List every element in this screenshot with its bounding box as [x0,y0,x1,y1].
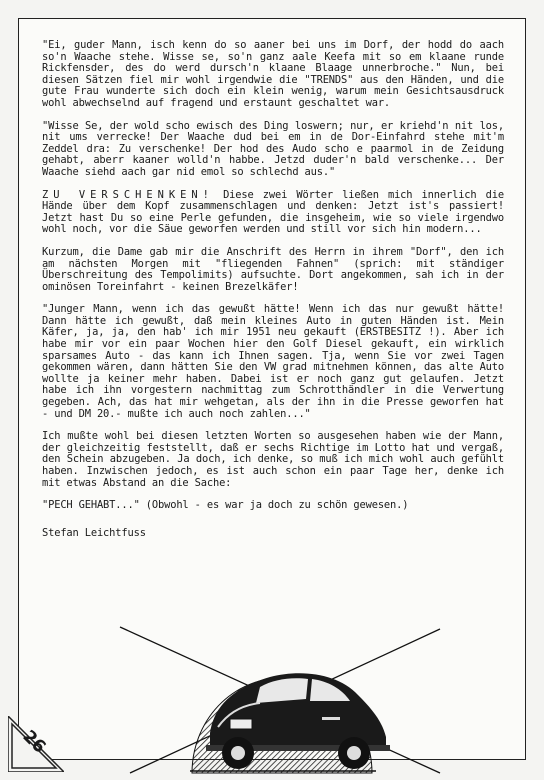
page-number: 26 [18,726,50,758]
article-body [42,40,504,550]
closing-line: "PECH GEHABT..." (Obwohl - es war ja doch zu schön gewesen.) [42,499,409,512]
beetle-car-illustration [110,615,454,775]
paragraph-3 [42,190,504,236]
paragraph-2: "Wisse Se, der wold scho ewisch des Ding loswern; nur, er kriehd'n nit los, nit ums verrecke! Der Waache dud bei em in de Dor-Einfahrd stehe mit'm Zeddel dra: Zu verschenke! Der hod des Audo scho e paarmol in de Zeidung gehabt, aberr kaaner wolld'n habbe. Jetzd duder'n bald verschenke... Der Waache siehd aach gar nid emol so schlechd aus." [42,119,504,178]
paragraph-1: "Ei, guder Mann, isch kenn do so aaner bei uns im Dorf, der hodd do aach so'n Waache stehe. Wisse se, so'n ganz aale Keefa mit so em klaane runde Rickfensder, des do werd dursch'n klaane Blaage unnerbroche." Nun, bei diesen Sätzen fiel mir wohl irgendwie die "TRENDS" aus den Händen, und die gute Frau wunderte sich doch ein klein wenig, warum mein Gesichtsausdruck wohl abwechselnd auf fragend und erstaunt geschaltet war. [42,39,504,109]
spaced-heading: ZU VERSCHENKEN! [42,188,214,201]
paragraph-3-text: Diese zwei Wörter ließen mich innerlich die Hände über dem Kopf zusammenschlagen und denken: Jetzt ist's passiert! Jetzt hast Du so eine Perle gefunden, die insgeheim, wie so viele irgendwo wohl noch, vor die Säue geworfen werden und still vor sich hin modern... [42,188,504,236]
paragraph-6: Ich mußte wohl bei diesen letzten Worten so ausgesehen haben wie der Mann, der gleichzeitig feststellt, daß er sechs Richtige im Lotto hat und vergaß, den Schein abzugeben. Ja doch, ich denke, so muß ich mich wohl auch gefühlt haben. Inzwischen jedoch, es ist auch schon ein paar Tage her, denke ich mit etwas Abstand an die Sache: [42,430,504,489]
paragraph-5: "Junger Mann, wenn ich das gewußt hätte! Wenn ich das nur gewußt hätte! Dann hätte ich gewußt, daß mein kleines Auto in guten Händen ist. Mein Käfer, ja, ja, den hab' ich mir 1951 neu gekauft (ERSTBESITZ !). Aber ich habe mir vor ein paar Wochen hier den Golf Diesel gekauft, ein wirklich sparsames Auto - das kann ich Ihnen sagen. Tja, wenn Sie vor zwei Tagen gekommen wären, dann hätten Sie den VW grad mitnehmen können, das alte Auto wollte ja keiner mehr haben. Dabei ist er noch ganz gut gelaufen. Jetzt habe ich ihn vorgestern nachmittag zum Schrotthändler in die Verwertung gegeben. Ach, das hat mir wehgetan, als der ihn in die Presse geworfen hat - und DM 20.- mußte ich auch noch zahlen..." [42,303,504,420]
paragraph-4: Kurzum, die Dame gab mir die Anschrift des Herrn in ihrem "Dorf", den ich am nächsten Morgen mit "fliegenden Fahnen" (sprich: mit ständiger Überschreitung des Tempolimits) aufsuchte. Dort angekommen, sah ich in der ominösen Toreinfahrt - keinen Brezelkäfer! [42,245,504,293]
author-signature: Stefan Leichtfuss [42,526,146,539]
